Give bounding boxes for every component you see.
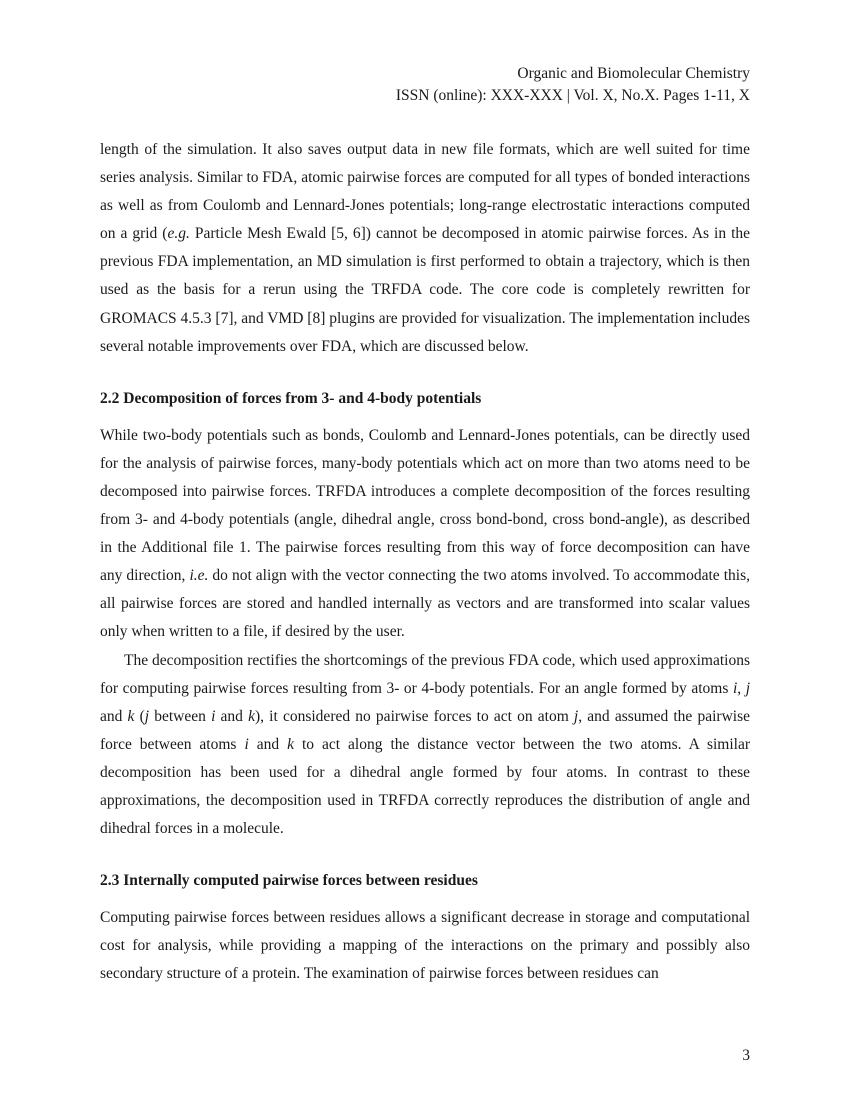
issn-line: ISSN (online): XXX-XXX | Vol. X, No.X. Pages 1-11, X xyxy=(395,87,750,104)
paragraph-intro: length of the simulation. It also saves output data in new file formats, which are well suited for time series analysis. Similar to FDA, atomic pairwise forces are computed for all types of bonded interactions as well as from Coulomb and Lennard-Jones potentials; long-range electrostatic interactions computed on a grid (e.g. Particle Mesh Ewald [5, 6]) cannot be decomposed in atomic pairwise forces. As in the previous FDA implementation, an MD simulation is first performed to obtain a trajectory, which is then used as the basis for a rerun using the TRFDA code. The core code is completely rewritten for GROMACS 4.5.3 [7], and VMD [8] plugins are provided for visualization. The implementation includes several notable improvements over FDA, which are discussed below. xyxy=(100,141,751,355)
page xyxy=(100,60,750,988)
section-heading-2-2: 2.2 Decomposition of forces from 3- and 4-body potentials xyxy=(100,389,482,407)
paragraph-2-2-second: The decomposition rectifies the shortcomings of the previous FDA code, which used approximations for computing pairwise forces resulting from 3- or 4-body potentials. For an angle formed by atoms i, j and k (j between i and k), it considered no pairwise forces to act on atom j, and assumed the pairwise force between atoms i and k to act along the distance vector between the two atoms. A similar decomposition has been used for a dihedral angle formed by four atoms. In contrast to these approximations, the decomposition used in TRFDA correctly reproduces the distribution of angle and dihedral forces in a molecule. xyxy=(100,651,750,838)
paragraph-2-3-first: Computing pairwise forces between residues allows a significant decrease in storage and computational cost for analysis, while providing a mapping of the interactions on the primary and possibly also secondary structure of a protein. The examination of pairwise forces between residues can xyxy=(100,909,750,983)
section-heading-2-3: 2.3 Internally computed pairwise forces between residues xyxy=(100,872,478,890)
page-number: 3 xyxy=(742,1047,750,1064)
paragraph-2-2-first: While two-body potentials such as bonds, Coulomb and Lennard-Jones potentials, can be directly used for the analysis of pairwise forces, many-body potentials which act on more than two atoms need to be decomposed into pairwise forces. TRFDA introduces a complete decomposition of the forces resulting from 3- and 4-body potentials (angle, dihedral angle, cross bond-bond, cross bond-angle), as described in the Additional file 1. The pairwise forces resulting from this way of force decomposition can have any direction, i.e. do not align with the vector connecting the two atoms involved. To accommodate this, all pairwise forces are stored and handled internally as vectors and are transformed into scalar values only when written to a file, if desired by the user. xyxy=(100,426,750,641)
article-body xyxy=(100,136,750,988)
journal-name: Organic and Biomolecular Chemistry xyxy=(517,65,750,82)
running-header xyxy=(100,63,750,107)
